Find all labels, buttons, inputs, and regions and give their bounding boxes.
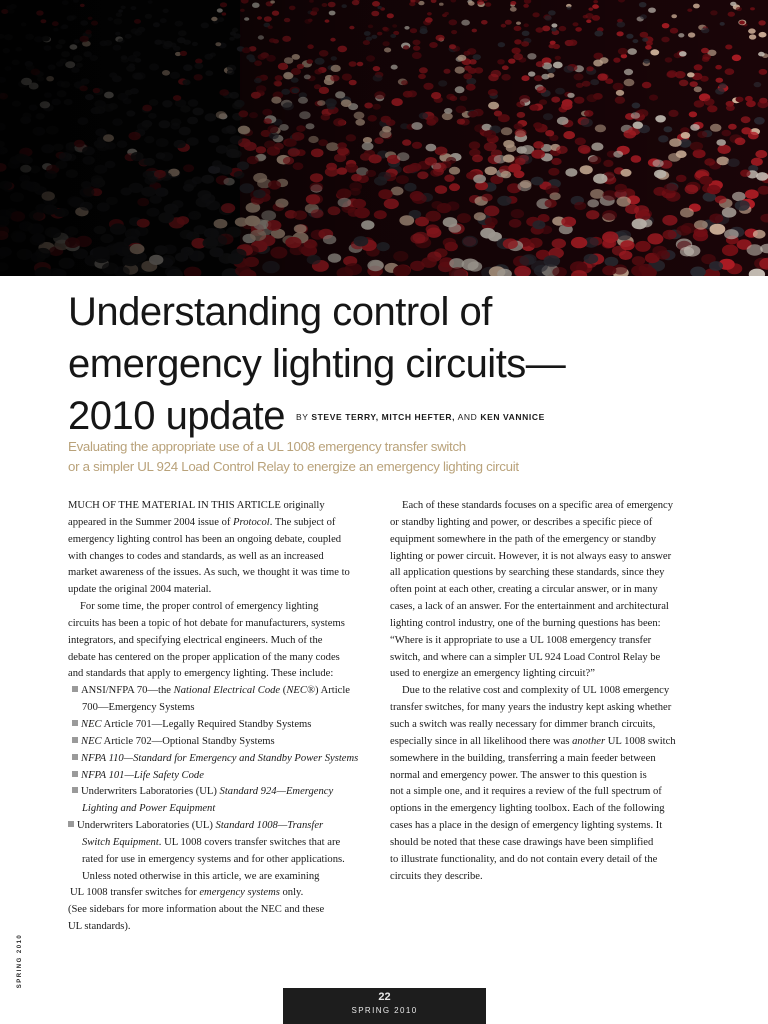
text-run-italic: NFPA 110—Standard for Emergency and Standby Power Systems [81,752,359,764]
text-line: lighting control industry, one of the burning questions has been: [390,617,661,629]
text-run-italic: Switch Equipment [82,836,159,848]
text-run-italic: NEC [81,718,102,730]
text-line: “Where is it appropriate to use a UL 1008 emergency transfer [390,634,652,646]
list-item-continuation: rated for use in emergency systems and for other applications. [82,853,345,865]
text-line: cases, a lack of an answer. For the entertainment and architectural [390,601,669,613]
text-run-italic: another [572,735,606,747]
list-item [68,818,380,835]
text-line: For some time, the proper control of emergency lighting [80,601,319,613]
text-run-italic: National Electrical Code [173,685,281,697]
text-line: and standards that apply to emergency lighting. These include: [68,668,334,680]
side-issue-tag [14,933,26,992]
text-line: switch, and where can a simpler UL 924 Load Control Relay be [390,651,661,663]
side-issue-text: SPRING 2010 [17,933,23,989]
deck-line-2: or a simpler UL 924 Load Control Relay to energize an emergency lighting circuit [68,459,519,474]
page-number: 22 [378,991,391,1003]
text-run: . UL 1008 covers transfer switches that are [158,836,341,848]
text-line: options in the emergency lighting toolbox. Each of the following [390,803,665,815]
list-item [68,784,380,801]
text-line: (See sidebars for more information about the NEC and these [68,904,325,916]
list-item [68,768,380,785]
text-line: lighting or power circuit. However, it is not always easy to answer [390,550,672,562]
paragraph-standards-focus [390,498,700,683]
text-run-italic: NFPA 101—Life Safety Code [81,769,204,781]
text-line: transfer switches, for many years the industry kept asking whether [390,702,672,714]
text-line: somewhere in the building, transferring a main feeder between [390,752,656,764]
list-item-continuation: Lighting and Power Equipment [82,803,216,815]
byline-conjunction: AND [457,412,478,422]
graduation-crowd-image [0,0,768,276]
title-line-1: Understanding control of [68,290,492,334]
text-line: used to energize an emergency lighting circuit?” [390,668,595,680]
text-run: UL 1008 switch [605,735,676,747]
text-line: circuits has been a topic of hot debate for manufacturers, systems [68,617,345,629]
text-line: with changes to codes and standards, as well as an increased [68,550,324,562]
bullet-square-icon [72,771,78,777]
list-item-continuation [68,835,380,852]
text-line: should be noted that these case drawings have been simplified [390,836,654,848]
text-line: normal and emergency power. The answer to this question is [390,769,647,781]
text-run: Article 701—Legally Required Standby Systems [101,718,312,730]
text-line: emergency lighting control has been an ongoing debate, coupled [68,533,342,545]
text-run: UL 1008 transfer switches for [70,887,200,899]
paragraph-cost-complexity [390,683,700,885]
text-run-italic: Standard 924—Emergency [219,786,334,798]
text-run: ANSI/NFPA 70—the [81,685,174,697]
author-ken-vannice: KEN VANNICE [480,412,545,422]
bullet-square-icon [72,787,78,793]
text-line: update the original 2004 material. [68,584,212,596]
text-run-italic: NEC [286,685,307,697]
article-deck [68,437,708,477]
text-line: often point at each other, creating a circular answer, or in many [390,584,658,596]
text-run-italic: NEC [81,735,102,747]
text-line: cases has a place in the design of emergency lighting systems. It [390,820,663,832]
text-run-italic: Standard 1008—Transfer [215,820,324,832]
text-run: ( [280,685,287,697]
text-run-italic: Protocol [233,516,270,528]
text-run: Underwriters Laboratories (UL) [81,786,220,798]
paragraph-intro [68,498,380,599]
text-run: Article 702—Optional Standby Systems [101,735,275,747]
text-line: all application questions by searching these standards, since they [390,567,665,579]
text-line: not a simple one, and it requires a review of the full spectrum of [390,786,662,798]
body-column-left [68,498,380,936]
text-line: such a switch was really necessary for dimmer branch circuits, [390,718,656,730]
text-run: appeared in the Summer 2004 issue of [68,516,234,528]
text-run: especially since in all likelihood there was [390,735,573,747]
bullet-square-icon [72,720,78,726]
deck-line-1: Evaluating the appropriate use of a UL 1008 emergency transfer switch [68,439,466,454]
text-run: . The subject of [269,516,336,528]
text-line: UL standards). [68,921,131,933]
title-line-2: emergency lighting circuits— [68,342,566,386]
text-run: ®) Article [306,685,350,697]
text-line: to illustrate functionality, and do not contain every detail of the [390,853,658,865]
list-item [68,683,380,700]
text-line [390,734,700,751]
body-column-right [390,498,700,885]
list-item-continuation [68,885,380,902]
text-line: Each of these standards focuses on a specific area of emergency [402,500,673,511]
text-line: circuits they describe. [390,870,483,882]
list-item-continuation: Unless noted otherwise in this article, we are examining [82,870,320,882]
text-line: market awareness of the issues. As such, we thought it was time to [68,567,350,579]
text-run: Underwriters Laboratories (UL) [77,820,216,832]
text-run: only. [279,887,304,899]
bullet-square-icon [72,754,78,760]
page-folio [283,988,486,1024]
text-line: MUCH OF THE MATERIAL IN THIS ARTICLE originally [68,500,325,511]
standards-list [68,683,380,902]
list-item-continuation: 700—Emergency Systems [82,702,195,714]
text-line: debate has centered on the proper application of the many codes [68,651,340,663]
list-item [68,717,380,734]
byline [296,412,545,422]
text-line: or standby lighting and power, or describes a specific piece of [390,516,653,528]
text-line [68,515,380,532]
list-item [68,751,380,768]
text-run-italic: emergency systems [199,887,280,899]
folio-issue: SPRING 2010 [351,1006,418,1015]
bullet-square-icon [72,737,78,743]
list-item [68,734,380,751]
paragraph-sidebar-note [68,902,380,936]
text-line: integrators, and specifying electrical engineers. Much of the [68,634,323,646]
author-mitch-hefter: MITCH HEFTER, [381,412,456,422]
text-line: equipment somewhere in the path of the emergency or standby [390,533,657,545]
byline-prefix: BY [296,412,309,422]
header-photo [0,0,768,276]
title-line-3: 2010 update [68,394,285,438]
paragraph-debate [68,599,380,683]
bullet-square-icon [68,821,74,827]
text-line: Due to the relative cost and complexity of UL 1008 emergency [402,685,670,697]
author-steve-terry: STEVE TERRY, [311,412,379,422]
bullet-square-icon [72,686,78,692]
